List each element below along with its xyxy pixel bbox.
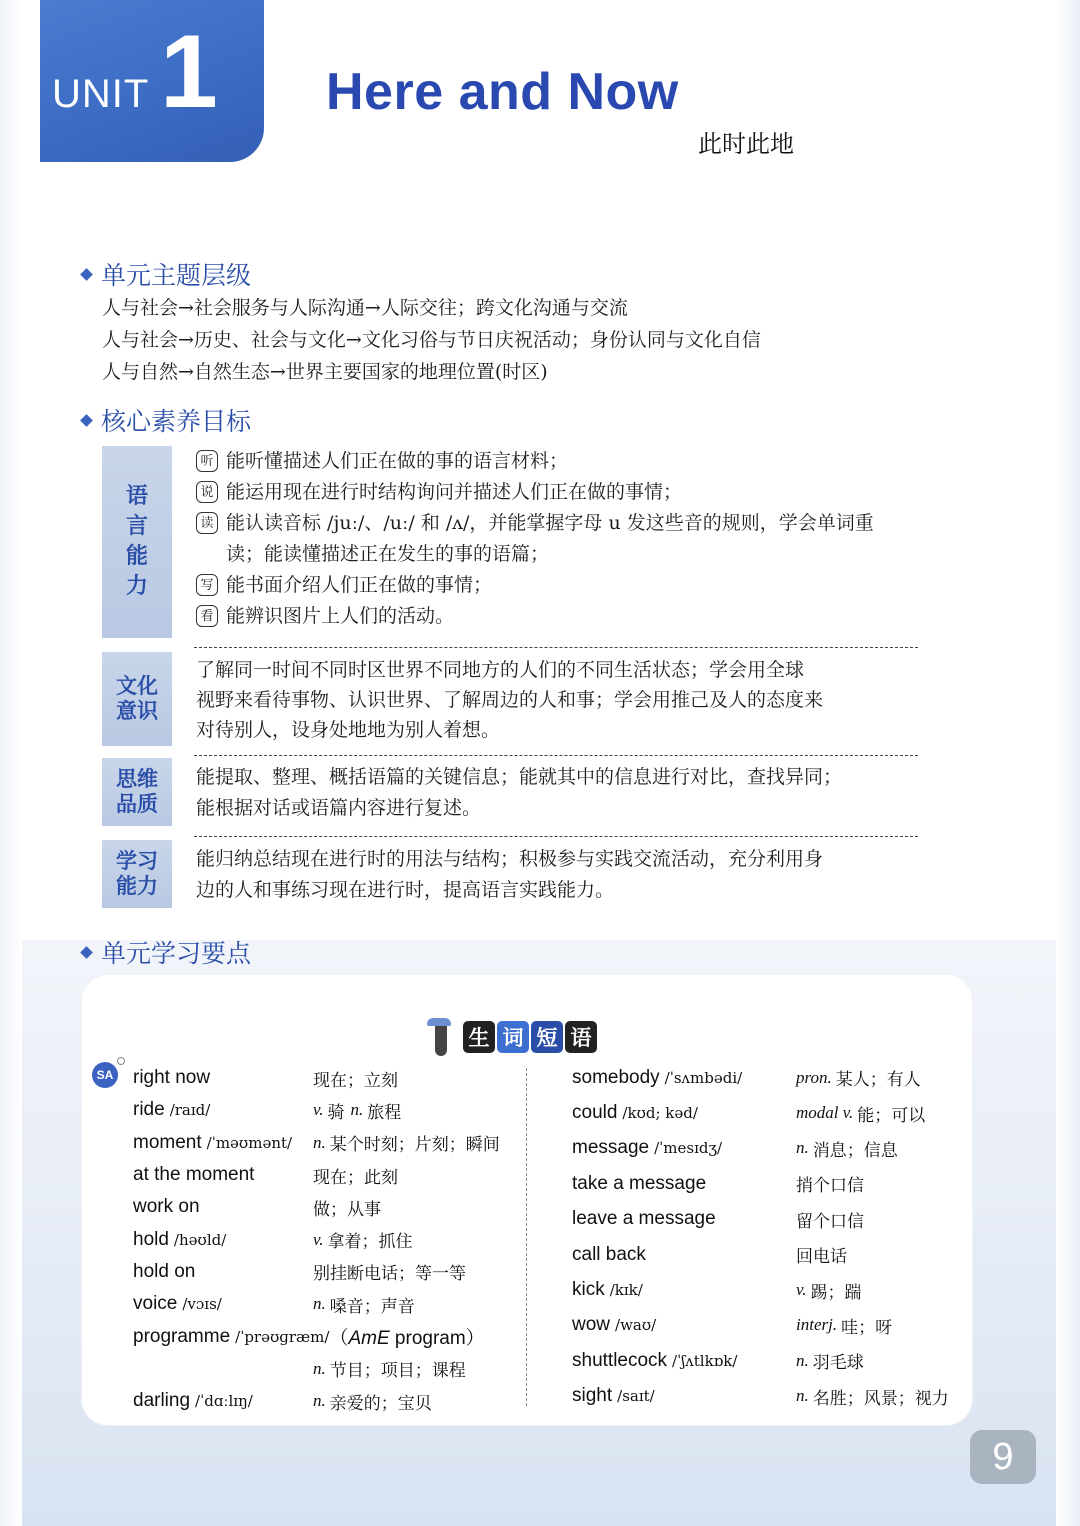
vocab-item bbox=[572, 1131, 949, 1166]
vocab-meaning: 某人；有人 bbox=[835, 1070, 921, 1091]
vocab-pos: pron. bbox=[796, 1067, 832, 1087]
skill-writing bbox=[196, 570, 918, 601]
goal-language-ability bbox=[102, 446, 918, 638]
vocab-item bbox=[133, 1353, 500, 1385]
section-heading-text: 单元主题层级 bbox=[101, 261, 252, 290]
vocab-word: ride bbox=[133, 1099, 165, 1121]
vocab-title-char: 语 bbox=[565, 1021, 597, 1053]
vocab-item bbox=[133, 1288, 500, 1320]
divider bbox=[194, 836, 918, 837]
vocab-word: could bbox=[572, 1102, 618, 1124]
vocab-meaning: 嗓音；声音 bbox=[329, 1296, 415, 1317]
vocab-pos: n. bbox=[313, 1132, 326, 1152]
vocab-word: shuttlecock bbox=[572, 1349, 668, 1371]
vocab-item bbox=[572, 1202, 949, 1237]
vocab-word: leave a message bbox=[572, 1208, 716, 1230]
vocab-meaning: 节目；项目；课程 bbox=[329, 1361, 466, 1382]
vocab-item bbox=[572, 1166, 949, 1201]
vocab-item bbox=[133, 1191, 500, 1223]
vocab-meaning: 回电话 bbox=[796, 1247, 847, 1268]
unit-label: UNIT bbox=[52, 72, 150, 116]
skill-text: 能书面介绍人们正在做的事情； bbox=[226, 574, 493, 596]
vocab-list-left bbox=[133, 1062, 500, 1417]
section-heading-text: 单元学习要点 bbox=[101, 939, 252, 968]
vocab-item bbox=[572, 1272, 949, 1307]
label-line: 能力 bbox=[116, 874, 158, 898]
vocab-item bbox=[133, 1256, 500, 1288]
vocab-word: hold bbox=[133, 1228, 169, 1250]
vocab-word: programme bbox=[133, 1325, 231, 1347]
goal-label-thinking-quality bbox=[102, 758, 172, 826]
goal-learning-ability bbox=[102, 840, 918, 908]
vocab-phonetic: /kɪk/ bbox=[609, 1281, 643, 1300]
theme-line: 人与社会→社会服务与人际沟通→人际交往；跨文化沟通与交流 bbox=[102, 297, 628, 319]
page-subtitle: 此时此地 bbox=[698, 130, 794, 158]
goal-line: 能提取、整理、概括语篇的关键信息；能就其中的信息进行对比，查找异同； bbox=[196, 766, 843, 788]
diamond-bullet-icon bbox=[80, 946, 93, 959]
goal-line: 能归纳总结现在进行时的用法与结构；积极参与实践交流活动，充分利用身 bbox=[196, 848, 824, 870]
page-edge-right bbox=[1056, 0, 1080, 1526]
vocab-word: sight bbox=[572, 1385, 613, 1407]
label-char: 力 bbox=[125, 574, 148, 599]
goal-line: 对待别人，设身处地地为别人着想。 bbox=[196, 719, 501, 741]
vocab-phonetic: /ˈsʌmbədi/ bbox=[664, 1068, 743, 1087]
skill-viewing bbox=[196, 601, 918, 632]
goal-label-learning-ability bbox=[102, 840, 172, 908]
unit-number: 1 bbox=[160, 14, 218, 130]
vocab-pos: n. bbox=[313, 1391, 326, 1411]
vocab-word: message bbox=[572, 1137, 650, 1159]
goal-body-language-ability bbox=[196, 446, 918, 632]
column-divider bbox=[526, 1068, 527, 1406]
vocab-word: voice bbox=[133, 1293, 178, 1315]
vocab-meaning: 踢；踹 bbox=[810, 1282, 862, 1303]
goal-line: 边的人和事练习现在进行时，提高语言实践能力。 bbox=[196, 879, 615, 901]
listening-badge-icon: 听 bbox=[196, 450, 218, 472]
vocab-word: wow bbox=[572, 1314, 611, 1336]
vocab-meaning: 亲爱的；宝贝 bbox=[329, 1393, 432, 1414]
goal-line: 视野来看待事物、认识世界、了解周边的人和事；学会用推己及人的态度来 bbox=[196, 689, 824, 711]
vocab-phonetic: /həʊld/ bbox=[173, 1230, 227, 1249]
label-line: 品质 bbox=[116, 792, 158, 816]
vocab-meaning: 消息；信息 bbox=[812, 1140, 898, 1161]
vocab-title-char: 短 bbox=[531, 1021, 563, 1053]
vocab-pos: n. bbox=[350, 1100, 364, 1120]
section-heading-theme bbox=[82, 256, 251, 292]
writing-badge-icon: 写 bbox=[196, 574, 218, 596]
goal-body-thinking-quality bbox=[196, 762, 918, 824]
note-suffix: program） bbox=[389, 1328, 485, 1350]
vocab-pos: modal v. bbox=[796, 1103, 854, 1123]
label-line: 学习 bbox=[116, 849, 158, 873]
goal-line: 了解同一时间不同时区世界不同地方的人们的不同生活状态；学会用全球 bbox=[196, 659, 805, 681]
vocab-phonetic: /ˈmesɪdʒ/ bbox=[654, 1139, 723, 1158]
label-char: 能 bbox=[125, 544, 148, 569]
vocab-item bbox=[572, 1308, 949, 1343]
goal-line: 能根据对话或语篇内容进行复述。 bbox=[196, 797, 482, 819]
reading-badge-icon: 读 bbox=[196, 512, 218, 534]
label-line: 思维 bbox=[116, 767, 158, 791]
vocab-title-char: 生 bbox=[463, 1021, 495, 1053]
vocab-meaning: 捎个口信 bbox=[796, 1176, 864, 1197]
vocab-meaning: 名胜；风景；视力 bbox=[812, 1388, 949, 1409]
diamond-bullet-icon bbox=[80, 268, 93, 281]
vocab-meaning: 现在；此刻 bbox=[313, 1167, 398, 1188]
vocab-meaning: 旅程 bbox=[367, 1102, 402, 1123]
vocab-word: kick bbox=[572, 1279, 605, 1301]
goal-cultural-awareness bbox=[102, 652, 918, 746]
vocab-meaning: 做；从事 bbox=[313, 1199, 381, 1220]
vocab-word: darling bbox=[133, 1390, 191, 1412]
divider bbox=[194, 647, 918, 648]
vocab-pos: n. bbox=[313, 1294, 326, 1314]
vocab-pos: v. bbox=[313, 1229, 324, 1249]
vocab-phonetic: /ˈʃʌtlkɒk/ bbox=[672, 1351, 738, 1370]
skill-text: 能运用现在进行时结构询问并描述人们正在做的事情； bbox=[226, 481, 683, 503]
vocab-item bbox=[133, 1062, 500, 1094]
sa-audio-icon[interactable]: SA bbox=[92, 1062, 118, 1088]
vocab-item bbox=[133, 1223, 500, 1255]
vocab-phonetic: /kʊd; kəd/ bbox=[622, 1104, 698, 1123]
mascot-icon bbox=[425, 1018, 453, 1056]
vocab-phonetic: /ˈprəʊɡræm/ bbox=[235, 1327, 330, 1346]
vocab-item bbox=[133, 1385, 500, 1417]
note-prefix: （ bbox=[329, 1328, 349, 1350]
skill-reading bbox=[196, 508, 918, 539]
vocab-meaning: 骑 bbox=[327, 1102, 345, 1123]
vocab-item bbox=[133, 1320, 500, 1352]
goal-label-cultural-awareness bbox=[102, 652, 172, 746]
vocab-meaning: 留个口信 bbox=[796, 1211, 864, 1232]
vocab-title-char: 词 bbox=[497, 1021, 529, 1053]
vocab-item bbox=[572, 1343, 949, 1378]
vocab-pos: interj. bbox=[796, 1315, 838, 1335]
note-italic: AmE bbox=[348, 1328, 390, 1350]
vocab-meaning: 拿着；抓住 bbox=[327, 1232, 413, 1253]
goal-body-learning-ability bbox=[196, 844, 918, 906]
section-heading-core-goals bbox=[82, 402, 251, 438]
vocab-meaning: 羽毛球 bbox=[812, 1353, 864, 1374]
vocab-list-right bbox=[572, 1060, 949, 1414]
vocab-pos: n. bbox=[796, 1350, 809, 1370]
label-char: 言 bbox=[125, 514, 148, 539]
goal-thinking-quality bbox=[102, 758, 918, 826]
skill-reading-continuation: 读；能读懂描述正在发生的事的语篇； bbox=[226, 543, 550, 565]
divider bbox=[194, 755, 918, 756]
vocab-meaning: 能；可以 bbox=[857, 1105, 926, 1126]
vocab-word: somebody bbox=[572, 1066, 660, 1088]
vocab-pos: n. bbox=[796, 1138, 809, 1158]
vocab-title bbox=[425, 1018, 597, 1056]
vocab-word: work on bbox=[133, 1196, 200, 1218]
goal-label-language-ability bbox=[102, 446, 172, 638]
skill-text: 能听懂描述人们正在做的事的语言材料； bbox=[226, 450, 569, 472]
section-heading-text: 核心素养目标 bbox=[101, 407, 252, 436]
speaking-badge-icon: 说 bbox=[196, 481, 218, 503]
vocab-pos: n. bbox=[796, 1386, 809, 1406]
page-number: 9 bbox=[970, 1430, 1036, 1484]
vocab-word: call back bbox=[572, 1243, 646, 1265]
theme-line: 人与社会→历史、社会与文化→文化习俗与节日庆祝活动；身份认同与文化自信 bbox=[102, 329, 761, 351]
skill-listening bbox=[196, 446, 918, 477]
theme-lines bbox=[102, 292, 761, 388]
vocab-item bbox=[133, 1127, 500, 1159]
page-edge-left bbox=[0, 0, 22, 1526]
theme-line: 人与自然→自然生态→世界主要国家的地理位置(时区) bbox=[102, 361, 548, 383]
vocab-phonetic: /ˈməʊmənt/ bbox=[206, 1133, 293, 1152]
vocab-pos: n. bbox=[313, 1358, 326, 1378]
sa-dot-icon bbox=[117, 1057, 125, 1065]
skill-text: 能辨识图片上人们的活动。 bbox=[226, 605, 455, 627]
vocab-phonetic: /saɪt/ bbox=[617, 1387, 655, 1406]
vocab-meaning: 别挂断电话；等一等 bbox=[313, 1264, 466, 1285]
vocab-note bbox=[329, 1323, 484, 1350]
goal-body-cultural-awareness bbox=[196, 655, 918, 745]
vocab-phonetic: /raɪd/ bbox=[169, 1101, 211, 1120]
vocab-item bbox=[572, 1379, 949, 1414]
page-title: Here and Now bbox=[326, 63, 679, 121]
vocab-word: right now bbox=[133, 1067, 211, 1089]
vocab-word: moment bbox=[133, 1131, 202, 1153]
vocab-word: hold on bbox=[133, 1260, 196, 1282]
vocab-word: take a message bbox=[572, 1172, 707, 1194]
vocab-item bbox=[572, 1095, 949, 1130]
section-heading-key-points bbox=[82, 934, 251, 970]
vocab-meaning: 哇；呀 bbox=[841, 1317, 893, 1338]
vocab-item bbox=[133, 1159, 500, 1191]
label-char: 语 bbox=[125, 484, 148, 509]
label-line: 意识 bbox=[116, 699, 158, 723]
vocab-phonetic: /vɔɪs/ bbox=[182, 1295, 222, 1314]
vocab-item bbox=[133, 1094, 500, 1126]
vocab-phonetic: /ˈdɑːlɪŋ/ bbox=[195, 1392, 253, 1411]
vocab-meaning: 某个时刻；片刻；瞬间 bbox=[329, 1135, 500, 1156]
vocab-word: at the moment bbox=[133, 1164, 255, 1186]
vocab-phonetic: /waʊ/ bbox=[615, 1316, 657, 1335]
skill-text: 能认读音标 /juː/、/uː/ 和 /ʌ/，并能掌握字母 u 发这些音的规则，学会单词重 bbox=[226, 512, 874, 534]
vocab-meaning: 现在；立刻 bbox=[313, 1070, 398, 1091]
vocab-item bbox=[572, 1237, 949, 1272]
label-line: 文化 bbox=[116, 674, 158, 698]
vocab-pos: v. bbox=[313, 1100, 324, 1120]
vocab-item bbox=[572, 1060, 949, 1095]
viewing-badge-icon: 看 bbox=[196, 605, 218, 627]
skill-speaking bbox=[196, 477, 918, 508]
diamond-bullet-icon bbox=[80, 414, 93, 427]
vocab-pos: v. bbox=[796, 1280, 807, 1300]
